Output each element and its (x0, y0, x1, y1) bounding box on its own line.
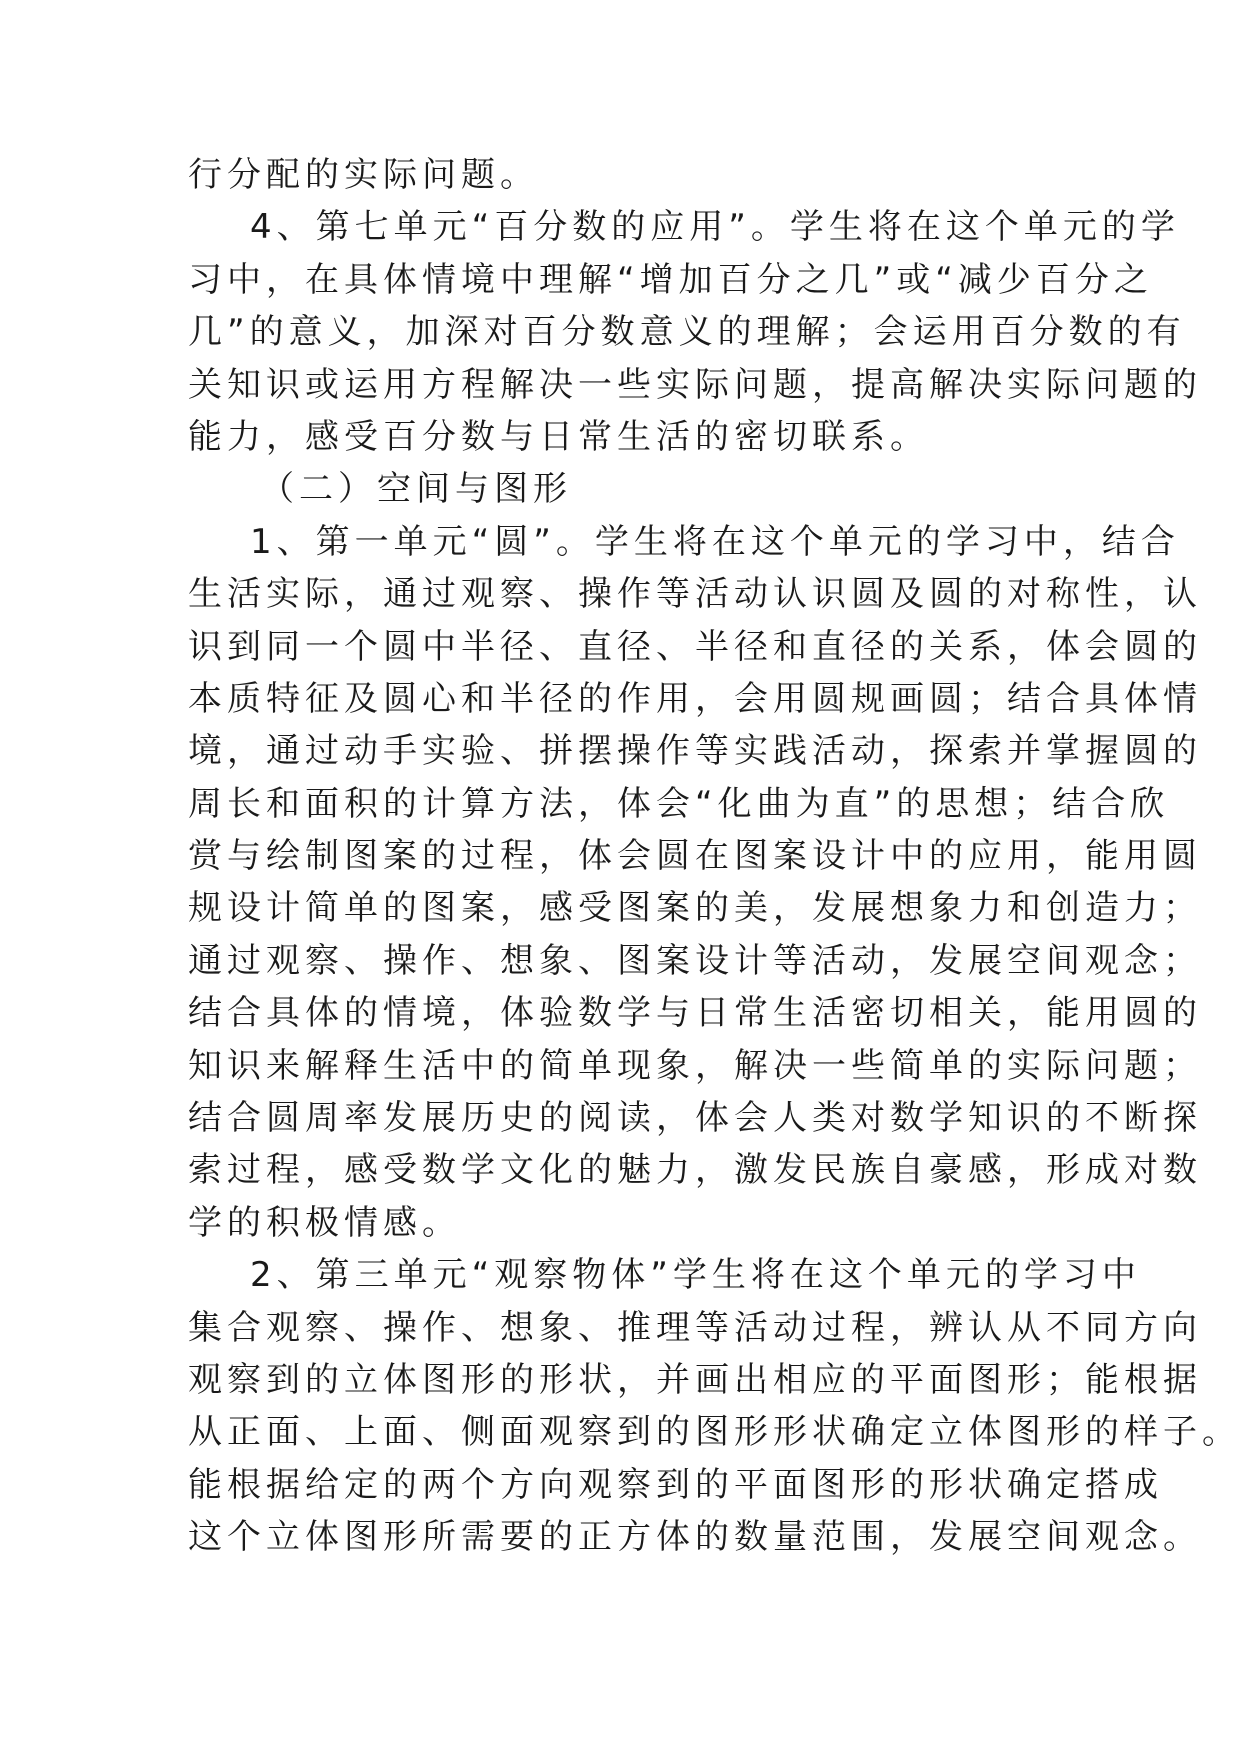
paragraph-line: 结合圆周率发展历史的阅读，体会人类对数学知识的不断探 (188, 1098, 1202, 1139)
paragraph-line: 识到同一个圆中半径、直径、半径和直径的关系，体会圆的 (188, 626, 1202, 667)
paragraph-line: 周长和面积的计算方法，体会“化曲为直”的思想；结合欣 (188, 783, 1170, 824)
paragraph-line: 知识来解释生活中的简单现象，解决一些简单的实际问题； (188, 1045, 1202, 1086)
paragraph-line: 规设计简单的图案，感受图案的美，发展想象力和创造力； (188, 888, 1202, 929)
paragraph-line: 集合观察、操作、想象、推理等活动过程，辨认从不同方向 (188, 1307, 1202, 1348)
paragraph-line: 从正面、上面、侧面观察到的图形形状确定立体图形的样子。 (188, 1412, 1241, 1453)
paragraph-line: 习中，在具体情境中理解“增加百分之几”或“减少百分之 (188, 259, 1153, 300)
document-body (188, 149, 1241, 1564)
paragraph-line: 几”的意义，加深对百分数意义的理解；会运用百分数的有 (188, 312, 1186, 353)
paragraph-line: 索过程，感受数学文化的魅力，激发民族自豪感，形成对数 (188, 1150, 1202, 1191)
paragraph-line: 学的积极情感。 (188, 1202, 461, 1243)
paragraph-line: 这个立体图形所需要的正方体的数量范围，发展空间观念。 (188, 1517, 1202, 1558)
paragraph-line: 4、第七单元“百分数的应用”。学生将在这个单元的学 (250, 207, 1180, 248)
paragraph-line: 本质特征及圆心和半径的作用，会用圆规画圆；结合具体情 (188, 678, 1202, 719)
paragraph-line: 能力，感受百分数与日常生活的密切联系。 (188, 416, 929, 457)
paragraph-line: 行分配的实际问题。 (188, 155, 539, 195)
paragraph-line: 能根据给定的两个方向观察到的平面图形的形状确定搭成 (188, 1464, 1163, 1505)
paragraph-line: 境，通过动手实验、拼摆操作等实践活动，探索并掌握圆的 (188, 731, 1202, 772)
paragraph-line: 1、第一单元“圆”。学生将在这个单元的学习中，结合 (250, 521, 1180, 562)
paragraph-line: 生活实际，通过观察、操作等活动认识圆及圆的对称性，认 (188, 574, 1202, 615)
paragraph-line: 2、第三单元“观察物体”学生将在这个单元的学习中 (250, 1255, 1141, 1296)
paragraph-line: 通过观察、操作、想象、图案设计等活动，发展空间观念； (188, 940, 1202, 981)
paragraph-line: 关知识或运用方程解决一些实际问题，提高解决实际问题的 (188, 364, 1202, 405)
paragraph-line: 结合具体的情境，体验数学与日常生活密切相关，能用圆的 (188, 993, 1202, 1034)
section-heading: （二）空间与图形 (260, 469, 572, 510)
paragraph-line: 赏与绘制图案的过程，体会圆在图案设计中的应用，能用圆 (188, 836, 1202, 877)
paragraph-line: 观察到的立体图形的形状，并画出相应的平面图形；能根据 (188, 1359, 1202, 1400)
